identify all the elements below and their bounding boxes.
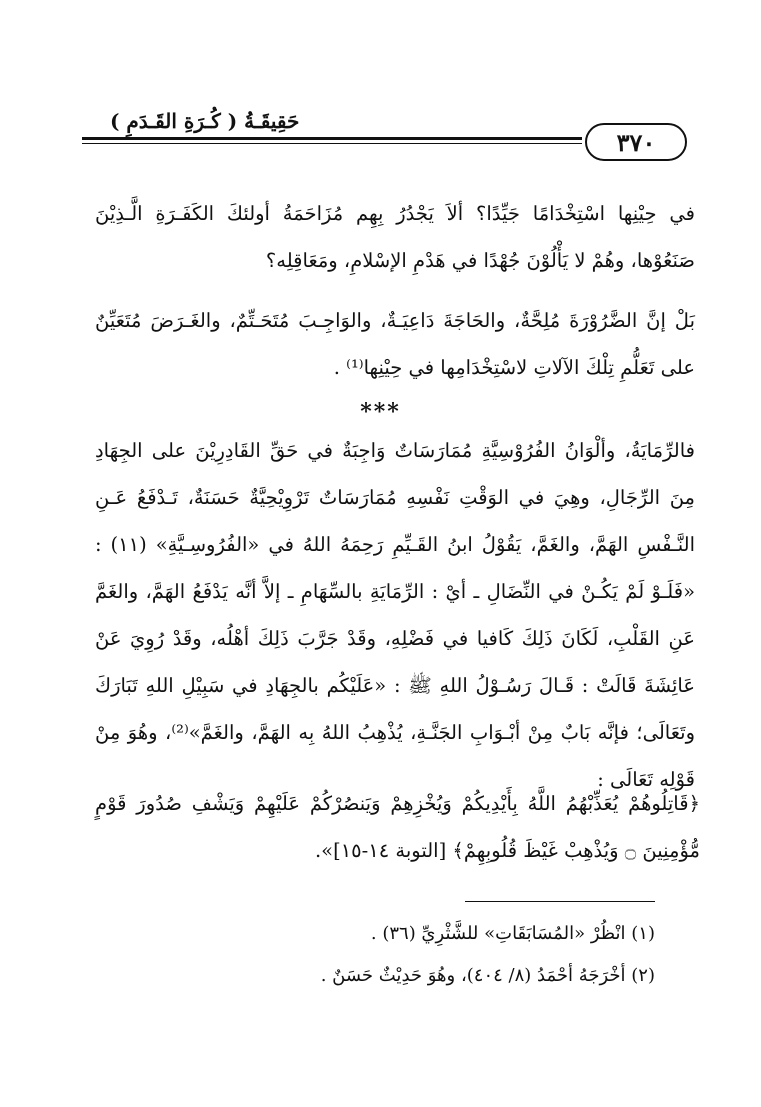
quran-verse: ﴿قَاتِلُوهُمْ يُعَذِّبْهُمُ اللَّهُ بِأَيْدِيكُمْ وَيُخْزِهِمْ وَيَنصُرْكُمْ عَلَيْهِمْ وَيَشْفِ صُدُورَ قَوْمٍ مُّؤْمِنِينَ ۝ وَيُذْهِبْ غَيْظَ قُلُوبِهِمْ﴾ [التوبة ١٤-١٥]». [95,792,701,862]
header-rule [82,137,582,140]
footnote-1: (١) انْظُرْ «المُسَابَقَاتِ» للشَّثْرِيِّ (٣٦) . [370,923,655,944]
running-title: حَقِيقَـةُ ( كُـرَةِ القَـدَمِ ) [110,109,300,133]
footnote-2: (٢) أخْرَجَهُ أحْمَدُ (٨/ ٤٠٤)، وهُوَ حَدِيْثٌ حَسَنٌ . [320,965,655,986]
header-rule-thin [82,143,582,144]
section-separator: *** [360,399,401,425]
paragraph-1: في حِيْنِها اسْتِخْدَامًا جَيِّدًا؟ ألاَ يَجْدُرُ بِهِم مُزَاحَمَةُ أولئكَ الكَفَـرَةِ الَّـذِيْنَ صَنَعُوْها، وهُمْ لا يَأْلُوْنَ جُهْدًا في هَدْمِ الإسْلامِ، ومَعَاقِلِه؟ [95,202,695,272]
paragraph-2: بَلْ إنَّ الضَّرُوْرَةَ مُلِحَّةٌ، والحَاجَةَ دَاعِيَـةٌ، والوَاجِـبَ مُتَحَـتِّمٌ، والغَـرَضَ مُتَعَيِّنٌ على تَعَلُّمِ تِلْكَ الآلاتِ لاسْتِخْدَامِها في حِيْنِها⁽¹⁾ . [95,309,695,379]
paragraph-3: فالرِّمَايَةُ، وألْوَانُ الفُرُوْسِيَّةِ مُمَارَسَاتٌ وَاجِبَةٌ في حَقِّ القَادِرِيْنَ على الجِهَادِ مِنَ الرِّجَالِ، وهِيَ في الوَقْتِ نَفْسِهِ مُمَارَسَاتٌ تَرْوِيْحِيَّةٌ حَسَنَةٌ، تَـدْفَعُ عَـنِ النَّـفْسِ الهَمَّ، والغَمَّ، يَقُوْلُ ابنُ القَـيِّمِ رَحِمَهُ اللهُ في «الفُرُوسِـيَّةِ» (١١) : «فَلَـوْ لَمْ يَكُـنْ في النِّضَالِ ـ أيْ : الرِّمَايَةِ بالسِّهَامِ ـ إلاَّ أنَّه يَدْفَعُ الهَمَّ، والغَمَّ عَنِ القَلْبِ، لَكَانَ ذَلِكَ كَافيا في فَضْلِهِ، وقَدْ جَرَّبَ ذَلِكَ أهْلُه، وقَدْ رُوِيَ عَنْ عَائِشَةَ قَالَتْ : قَـالَ رَسُـوْلُ اللهِ ﷺ : «عَلَيْكُم بالجِهَادِ في سَبِيْلِ اللهِ تَبَارَكَ وتَعَالَى؛ فإنَّه بَابٌ مِنْ أبْـوَابِ الجَنَّـةِ، يُذْهِبُ اللهُ بِه الهَمَّ، والغَمَّ»⁽²⁾، وهُوَ مِنْ قَوْلِه تَعَالَى : [95,439,695,791]
page-header [82,103,687,163]
page-number: ٣٧٠ [585,123,687,161]
footnote-divider [465,901,655,902]
